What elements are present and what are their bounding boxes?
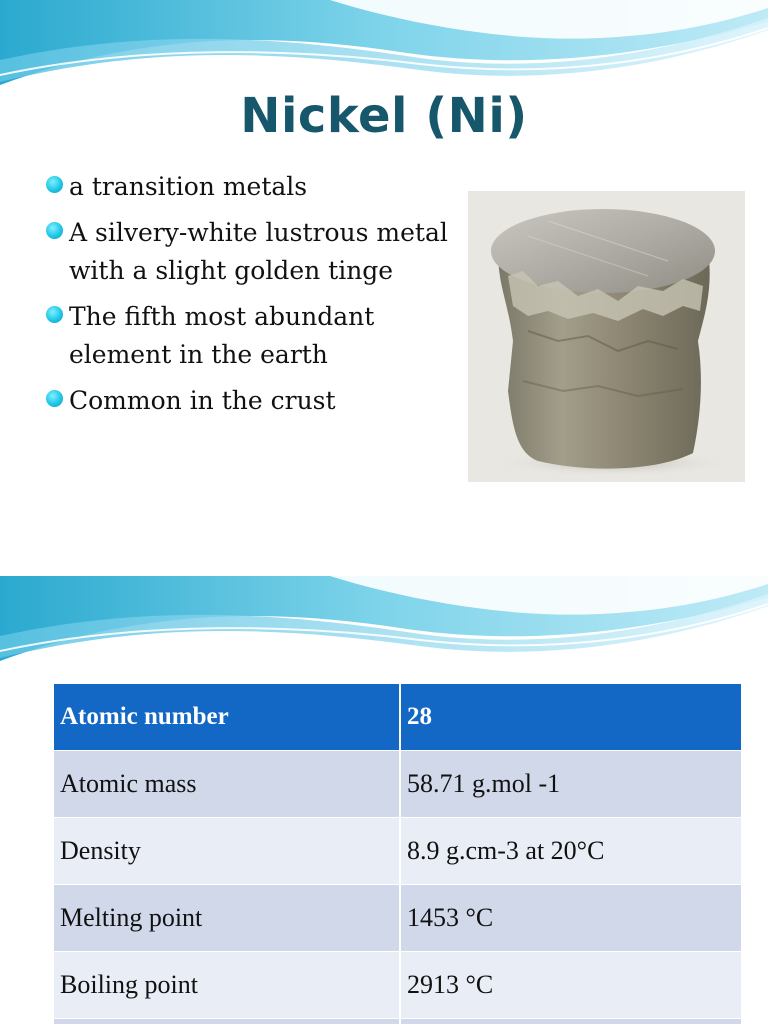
nickel-sample-image bbox=[468, 191, 745, 482]
table-cell bbox=[400, 1019, 742, 1024]
nickel-metal-photo bbox=[468, 191, 745, 482]
wave-header-decoration bbox=[0, 576, 768, 676]
table-cell: Melting point bbox=[54, 885, 401, 952]
bullet-text: The fifth most abundant element in the earth bbox=[69, 302, 375, 369]
table-cell: 58.71 g.mol -1 bbox=[400, 751, 742, 818]
table-header-row bbox=[54, 684, 743, 751]
table-row bbox=[54, 818, 743, 885]
bullet-dot-icon bbox=[46, 222, 63, 239]
bullet-text: A silvery-white lustrous metal with a slight golden tinge bbox=[69, 218, 448, 285]
table-cell: 28 bbox=[400, 684, 742, 751]
properties-table bbox=[53, 683, 743, 1024]
table-cell: 8.9 g.cm-3 at 20°C bbox=[400, 818, 742, 885]
table-cell: 1453 °C bbox=[400, 885, 742, 952]
wave-header-decoration bbox=[0, 0, 768, 100]
table-row bbox=[54, 885, 743, 952]
table-row bbox=[54, 952, 743, 1019]
bullet-dot-icon bbox=[46, 390, 63, 407]
slide-nickel-properties bbox=[0, 576, 768, 1024]
table-cell: Boiling point bbox=[54, 952, 401, 1019]
slide-title: Nickel (Ni) bbox=[240, 88, 528, 144]
list-item bbox=[46, 168, 456, 206]
table-cell: Density bbox=[54, 818, 401, 885]
table-cell: Atomic mass bbox=[54, 751, 401, 818]
table-row bbox=[54, 751, 743, 818]
table-cell: 2913 °C bbox=[400, 952, 742, 1019]
list-item bbox=[46, 214, 456, 290]
table-cell bbox=[54, 1019, 401, 1024]
bullet-dot-icon bbox=[46, 176, 63, 193]
bullet-dot-icon bbox=[46, 306, 63, 323]
table-cell: Atomic number bbox=[54, 684, 401, 751]
bullet-text: a transition metals bbox=[69, 172, 308, 201]
bullet-text: Common in the crust bbox=[69, 386, 336, 415]
bullet-list bbox=[46, 168, 456, 428]
table-row bbox=[54, 1019, 743, 1024]
list-item bbox=[46, 298, 456, 374]
list-item bbox=[46, 382, 456, 420]
